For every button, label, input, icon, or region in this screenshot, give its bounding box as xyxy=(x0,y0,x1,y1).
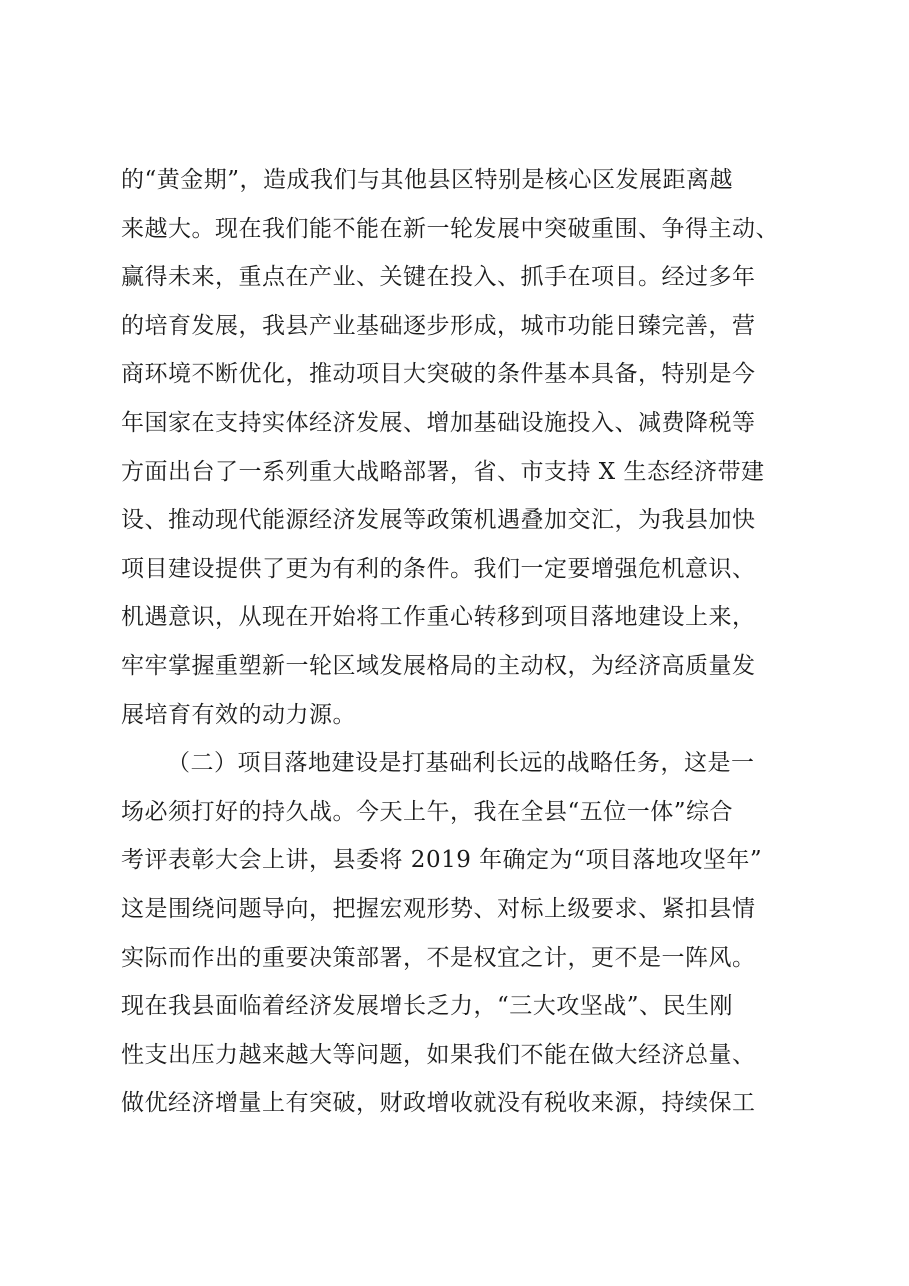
text-line: （二）项目落地建设是打基础利长远的战略任务，这是一 xyxy=(167,750,755,777)
text-line: 赢得未来，重点在产业、关键在投入、抓手在项目。经过多年 xyxy=(121,264,756,291)
text-line: 商环境不断优化，推动项目大突破的条件基本具备，特别是今 xyxy=(121,361,756,388)
text-line: 场必须打好的持久战。今天上午，我在全县“五位一体”综合 xyxy=(121,798,734,825)
body-text xyxy=(121,156,801,1128)
text-line: 方面出台了一系列重大战略部署，省、市支持 X 生态经济带建 xyxy=(121,458,765,485)
text-line: 来越大。现在我们能不能在新一轮发展中突破重围、争得主动、 xyxy=(121,215,779,242)
text-line: 牢牢掌握重塑新一轮区域发展格局的主动权，为经济高质量发 xyxy=(121,652,756,679)
text-line: 的“黄金期”，造成我们与其他县区特别是核心区发展距离越 xyxy=(121,167,734,193)
text-line: 性支出压力越来越大等问题，如果我们不能在做大经济总量、 xyxy=(121,1041,756,1068)
text-line: 项目建设提供了更为有利的条件。我们一定要增强危机意识、 xyxy=(121,555,756,582)
text-line: 现在我县面临着经济发展增长乏力，“三大攻坚战”、民生刚 xyxy=(121,993,734,1020)
text-line: 实际而作出的重要决策部署，不是权宜之计，更不是一阵风。 xyxy=(121,944,756,971)
text-line: 这是围绕问题导向，把握宏观形势、对标上级要求、紧扣县情 xyxy=(121,895,756,922)
text-line: 年国家在支持实体经济发展、增加基础设施投入、减费降税等 xyxy=(121,409,756,436)
text-line: 设、推动现代能源经济发展等政策机遇叠加交汇，为我县加快 xyxy=(121,507,756,534)
text-line: 考评表彰大会上讲，县委将 2019 年确定为“项目落地攻坚年” xyxy=(121,847,763,874)
text-line: 机遇意识，从现在开始将工作重心转移到项目落地建设上来， xyxy=(121,604,756,631)
text-line: 的培育发展，我县产业基础逐步形成，城市功能日臻完善，营 xyxy=(121,312,756,339)
text-line: 展培育有效的动力源。 xyxy=(121,701,356,728)
text-line: 做优经济增量上有突破，财政增收就没有税收来源，持续保工 xyxy=(121,1090,756,1117)
